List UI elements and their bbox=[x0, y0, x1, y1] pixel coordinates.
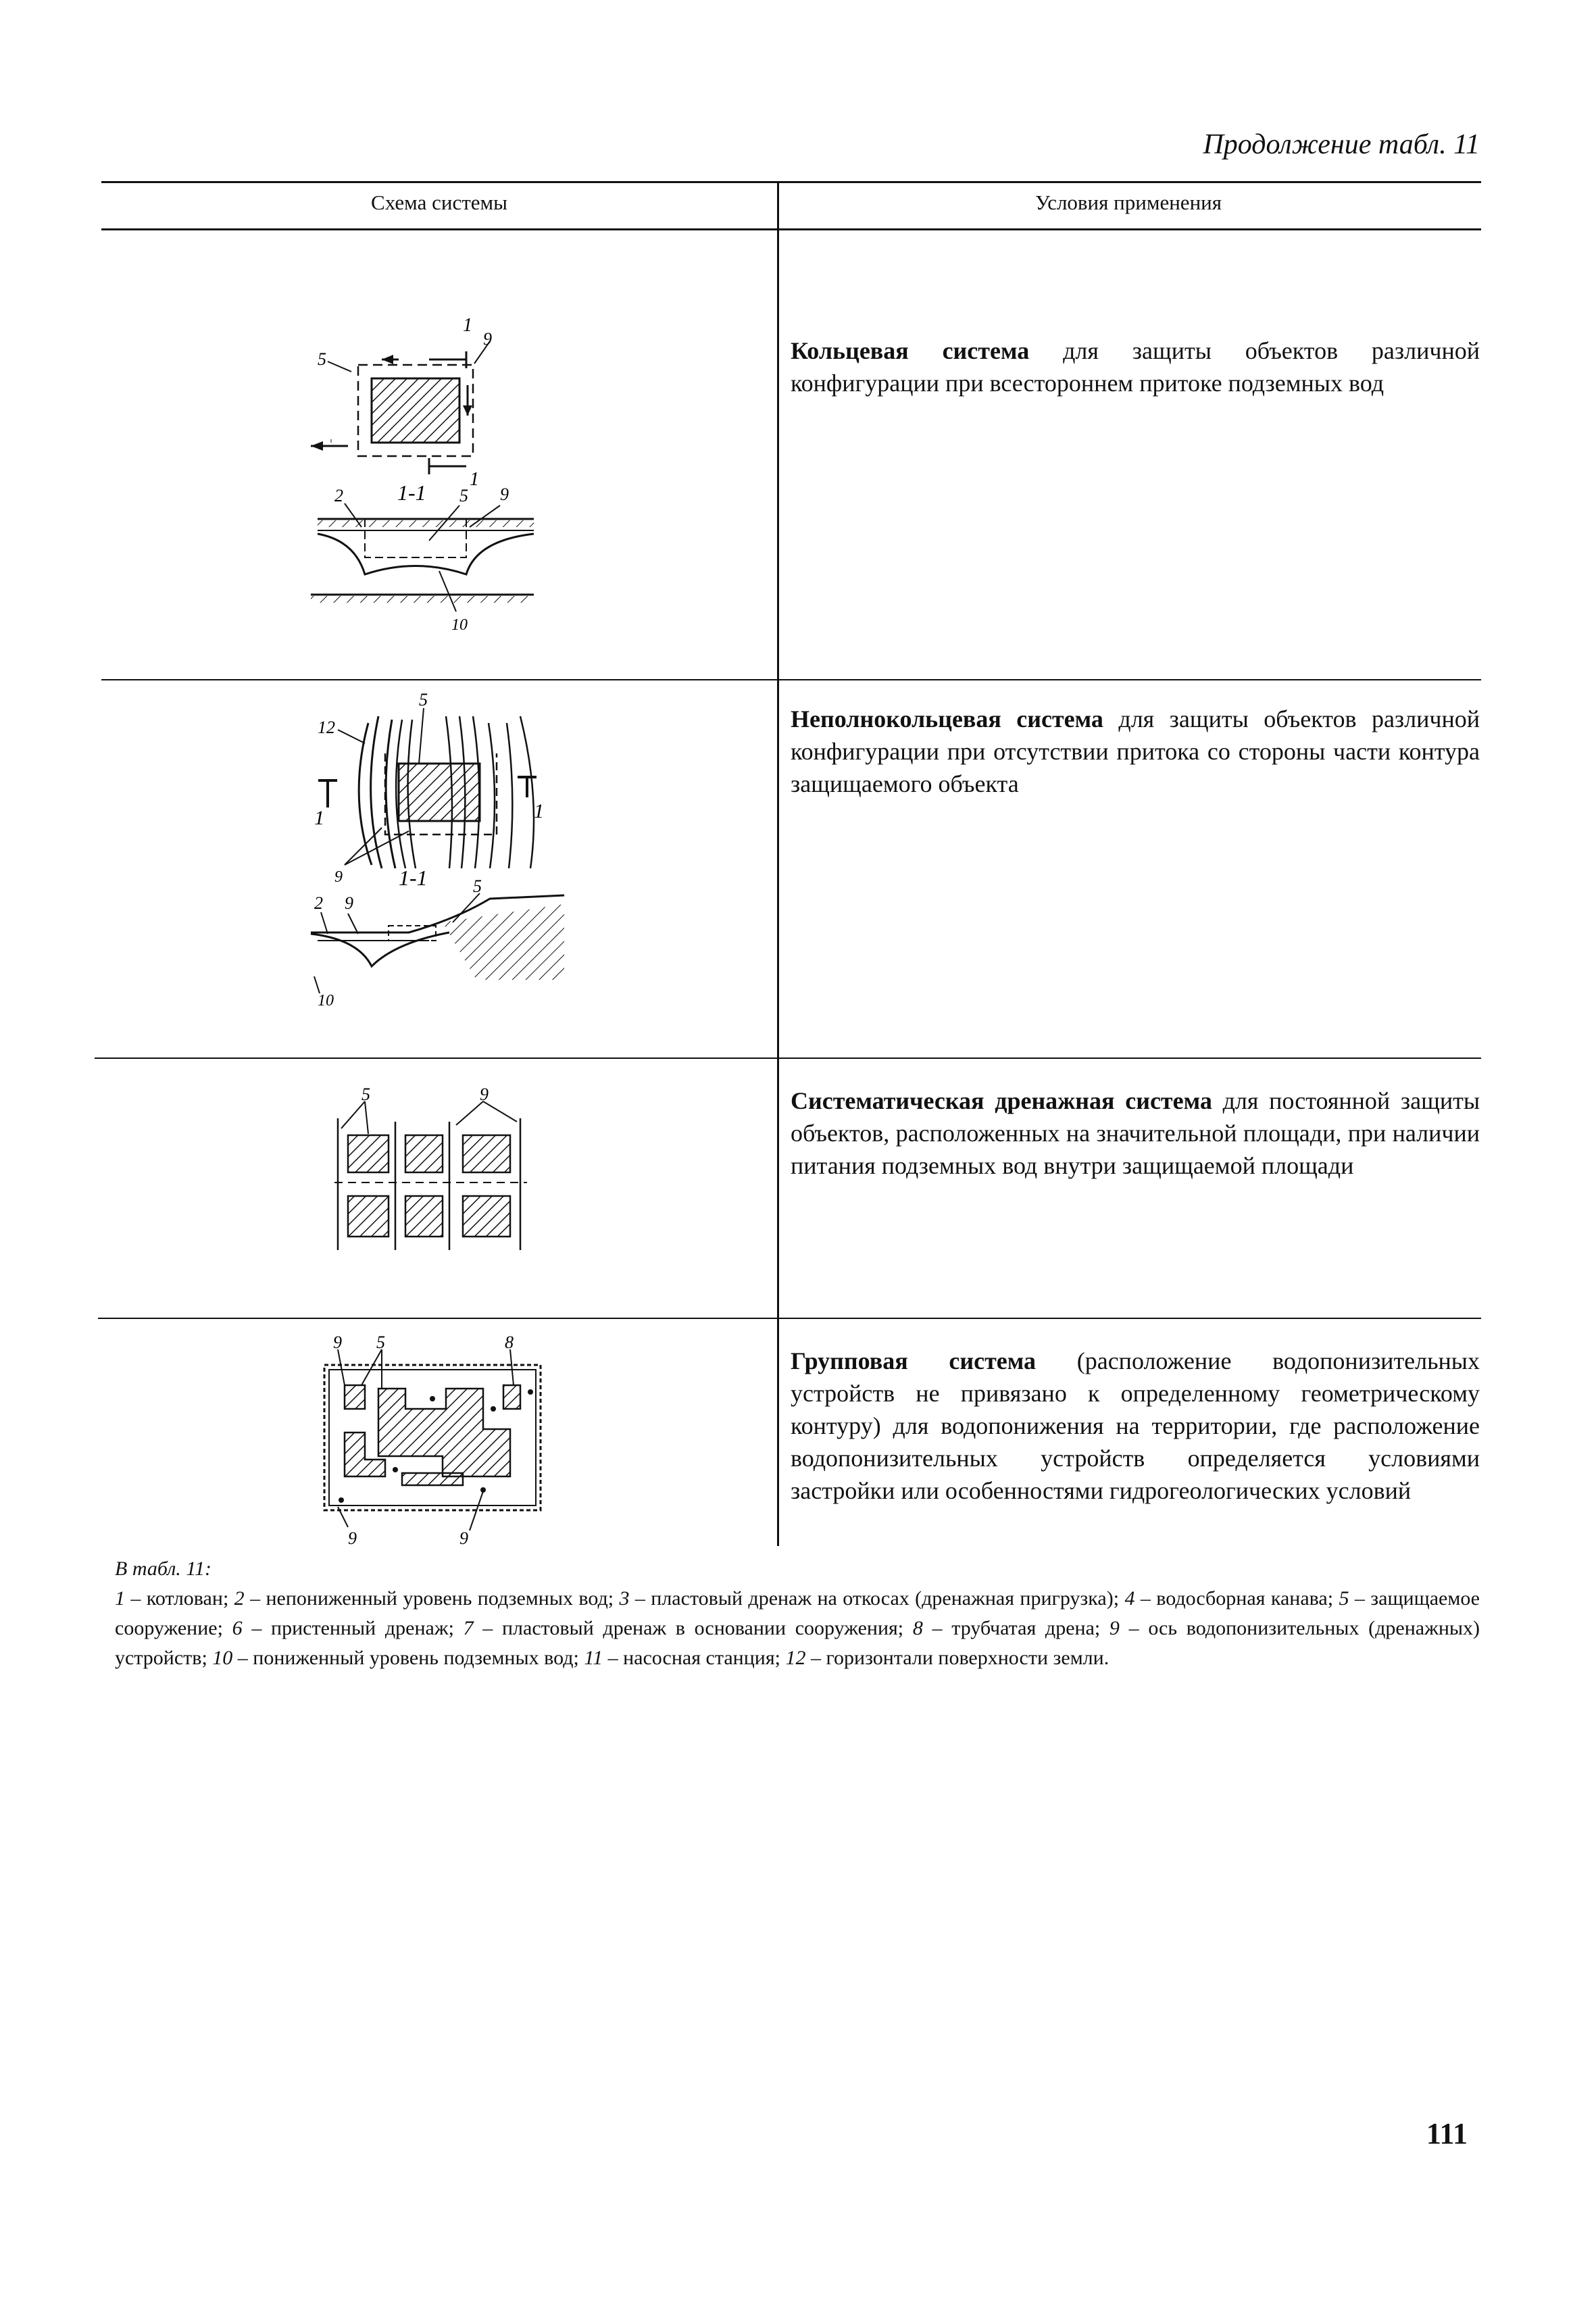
lowered-water-level bbox=[311, 932, 449, 966]
section-label: 1-1 bbox=[397, 480, 426, 505]
label: 1 bbox=[314, 807, 324, 829]
label: 5 bbox=[361, 1085, 370, 1104]
table-row-divider bbox=[101, 679, 1481, 680]
row-1-text: для защиты объектов различной конфигурации при всестороннем притоке подземных вод bbox=[791, 337, 1480, 397]
row-1-conditions bbox=[791, 334, 1480, 399]
row-3-text: для постоянной защиты объектов, расположенных на значительной площади, при наличии питания подземных вод внутри защищаемой площади bbox=[791, 1087, 1480, 1179]
incomplete-ring-system-diagram bbox=[307, 689, 578, 1014]
row-2-text: для защиты объектов различной конфигурации при отсутствии притока со стороны части контура защищаемого объекта bbox=[791, 705, 1480, 797]
label: 9 bbox=[345, 893, 353, 913]
protected-structure bbox=[345, 1385, 365, 1409]
label: 9 bbox=[459, 1528, 468, 1548]
row-1-title: Кольцевая система bbox=[791, 337, 1030, 364]
row-4-text: (расположение водопонизительных устройств не привязано к определенному геометрическому контуру) для водопонижения на территории, где расположение водопонизительных устройств определяется условиями застройки или особенностями гидрогеологических условий bbox=[791, 1347, 1480, 1504]
protected-structure bbox=[405, 1135, 443, 1172]
systematic-drainage-diagram bbox=[331, 1081, 547, 1270]
label: 1 bbox=[534, 800, 544, 822]
row-2-title: Неполнокольцевая система bbox=[791, 705, 1103, 732]
protected-structure bbox=[503, 1385, 520, 1409]
label: 9 bbox=[348, 1528, 357, 1548]
label: 2 bbox=[314, 893, 323, 913]
label: 9 bbox=[500, 484, 509, 504]
table-top-rule bbox=[101, 181, 1481, 183]
label: 1 bbox=[463, 315, 472, 336]
label: 9 bbox=[483, 329, 492, 349]
label: 5 bbox=[473, 876, 482, 896]
protected-structure bbox=[348, 1135, 389, 1172]
drain-pipe bbox=[402, 1473, 463, 1485]
legend bbox=[115, 1554, 1480, 1673]
legend-title: В табл. 11: bbox=[115, 1558, 212, 1580]
row-4-conditions bbox=[791, 1345, 1480, 1507]
table-column-divider bbox=[777, 181, 779, 1546]
page-number: 111 bbox=[1426, 2117, 1468, 2150]
group-system-diagram bbox=[314, 1335, 557, 1551]
protected-structure bbox=[463, 1135, 510, 1172]
label: 10 bbox=[318, 992, 334, 1010]
continuation-label: Продолжение табл. 11 bbox=[1203, 129, 1480, 160]
lowered-water-level bbox=[318, 534, 534, 574]
row-2-conditions bbox=[791, 703, 1480, 800]
table-header-rule bbox=[101, 228, 1481, 230]
ring-system-diagram bbox=[297, 304, 554, 642]
label: 5 bbox=[459, 486, 468, 505]
label: 5 bbox=[376, 1335, 385, 1352]
column-header-scheme: Схема системы bbox=[371, 191, 507, 214]
label: 9 bbox=[333, 1335, 342, 1352]
column-header-conditions: Условия применения bbox=[1034, 191, 1222, 214]
label: 5 bbox=[419, 690, 428, 710]
protected-structure bbox=[372, 378, 459, 443]
row-4-title: Групповая система bbox=[791, 1347, 1037, 1374]
label: 12 bbox=[318, 718, 335, 737]
protected-structure bbox=[348, 1196, 389, 1237]
label: 8 bbox=[505, 1335, 514, 1352]
protected-structure bbox=[463, 1196, 510, 1237]
section-label: 1-1 bbox=[399, 866, 428, 890]
section-arrow-bottom bbox=[429, 458, 466, 474]
protected-structure bbox=[405, 1196, 443, 1237]
protected-structure bbox=[399, 764, 480, 821]
legend-items: 1 – котлован; 2 – непониженный уровень подземных вод; 3 – пластовый дренаж на откосах (дренажная пригрузка); 4 – водосборная канава; 5 – защищаемое сооружение; 6 – пристенный дренаж; 7 – пластовый дренаж в основании сооружения; 8 – трубчатая дрена; 9 – ось водопонизительных (дренажных) устройств; 10 – пониженный уровень подземных вод; 11 – насосная станция; 12 – горизонтали поверхности земли. bbox=[115, 1587, 1480, 1669]
label: 5 bbox=[318, 349, 326, 369]
label: 1 bbox=[470, 469, 479, 490]
protected-structure bbox=[378, 1389, 510, 1476]
label: 9 bbox=[480, 1085, 489, 1104]
table-row-divider bbox=[95, 1057, 1481, 1059]
label: 10 bbox=[451, 616, 468, 634]
row-3-title: Систематическая дренажная система bbox=[791, 1087, 1212, 1114]
label: 9 bbox=[334, 868, 343, 886]
table-row-divider bbox=[98, 1318, 1481, 1319]
row-3-conditions bbox=[791, 1085, 1480, 1182]
label: 2 bbox=[334, 486, 343, 505]
